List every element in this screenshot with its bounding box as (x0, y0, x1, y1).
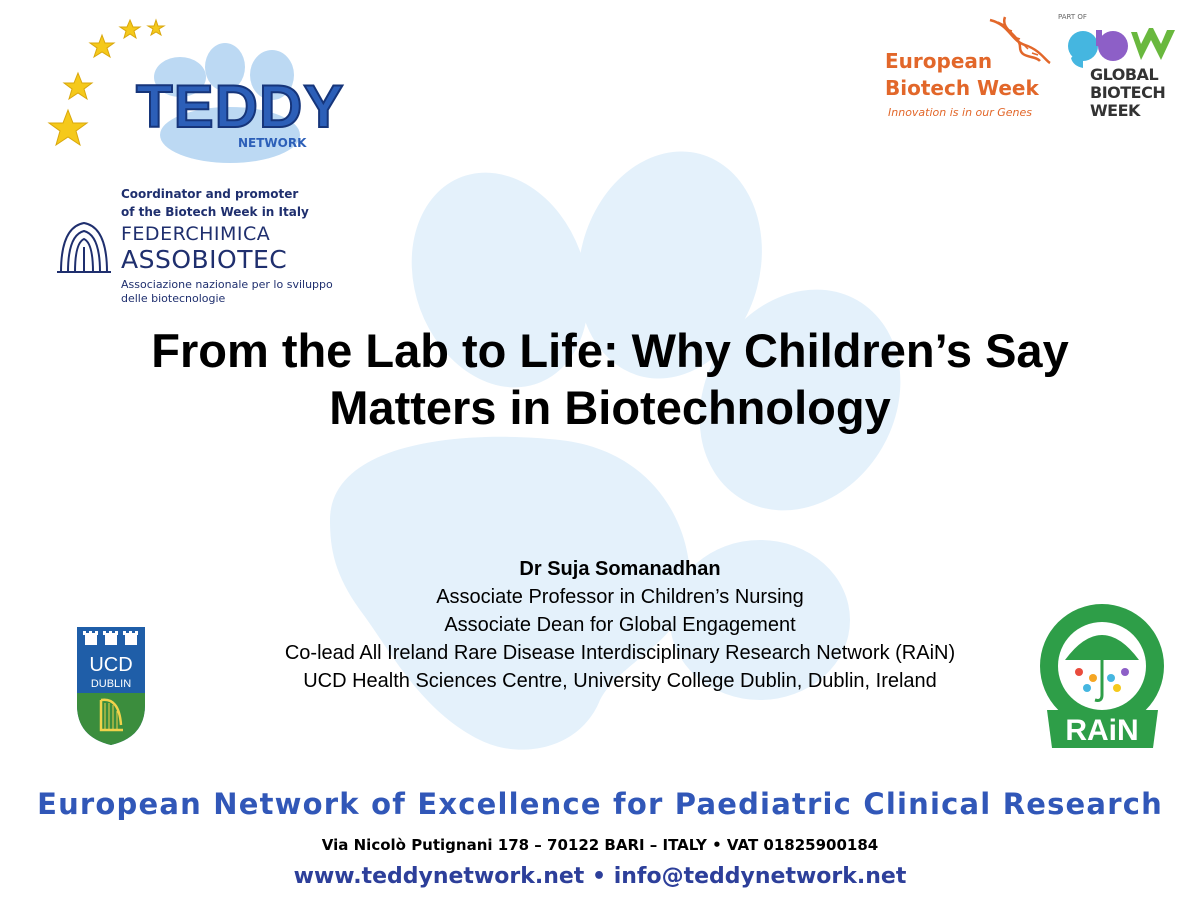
gbw-word-biotech: BIOTECH (1090, 83, 1166, 102)
federchimica-assobiotec-logo (55, 185, 345, 310)
ebw-title-line-1: European (885, 49, 993, 73)
teddy-network-label: NETWORK (238, 136, 307, 150)
rain-wordmark: RAiN (1065, 714, 1139, 747)
teddy-network-logo (40, 15, 345, 165)
slide-title-line-2: Matters in Biotechnology (329, 381, 891, 434)
presenter-role-1: Associate Professor in Children’s Nursing (436, 586, 804, 608)
european-biotech-week-logo (885, 15, 1055, 125)
ebw-tagline: Innovation is in our Genes (888, 106, 1033, 119)
slide-title-line-1: From the Lab to Life: Why Children’s Say (151, 324, 1069, 377)
presenter-block (170, 555, 1070, 695)
teddy-wordmark: TEDDY (136, 73, 345, 140)
federchimica-name: FEDERCHIMICA (121, 223, 271, 245)
global-biotech-week-logo (1058, 10, 1183, 125)
presenter-role-2: Associate Dean for Global Engagement (444, 614, 796, 636)
gbw-part-of-label: PART OF (1058, 13, 1087, 21)
coordinator-line-1: Coordinator and promoter (121, 187, 299, 201)
ucd-dublin-crest-logo (75, 625, 147, 747)
footer-contact-links[interactable]: www.teddynetwork.net • info@teddynetwork.net (293, 864, 907, 889)
footer-address: Via Nicolò Putignani 178 – 70122 BARI – ITALY • VAT 01825900184 (321, 836, 879, 854)
gbw-word-week: WEEK (1090, 101, 1140, 120)
presenter-role-3: Co-lead All Ireland Rare Disease Interdisciplinary Research Network (RAiN) (284, 642, 956, 664)
assobiotec-subtitle-1: Associazione nazionale per lo sviluppo (121, 278, 333, 291)
assobiotec-name: ASSOBIOTEC (121, 245, 288, 274)
coordinator-line-2: of the Biotech Week in Italy (121, 205, 309, 219)
presenter-affiliation: UCD Health Sciences Centre, University College Dublin, Dublin, Ireland (303, 670, 937, 692)
footer-network-name: European Network of Excellence for Paediatric Clinical Research (37, 787, 1163, 821)
assobiotec-subtitle-2: delle biotecnologie (121, 292, 226, 305)
federchimica-emblem-icon (55, 217, 113, 277)
rain-network-logo (1035, 600, 1170, 750)
presenter-name: Dr Suja Somanadhan (519, 558, 721, 580)
ucd-wordmark: UCD (89, 654, 133, 676)
gbw-word-global: GLOBAL (1090, 65, 1159, 84)
ucd-dublin-label: DUBLIN (90, 678, 132, 690)
slide-title (40, 322, 1180, 436)
ebw-title-line-2: Biotech Week (885, 76, 1039, 100)
